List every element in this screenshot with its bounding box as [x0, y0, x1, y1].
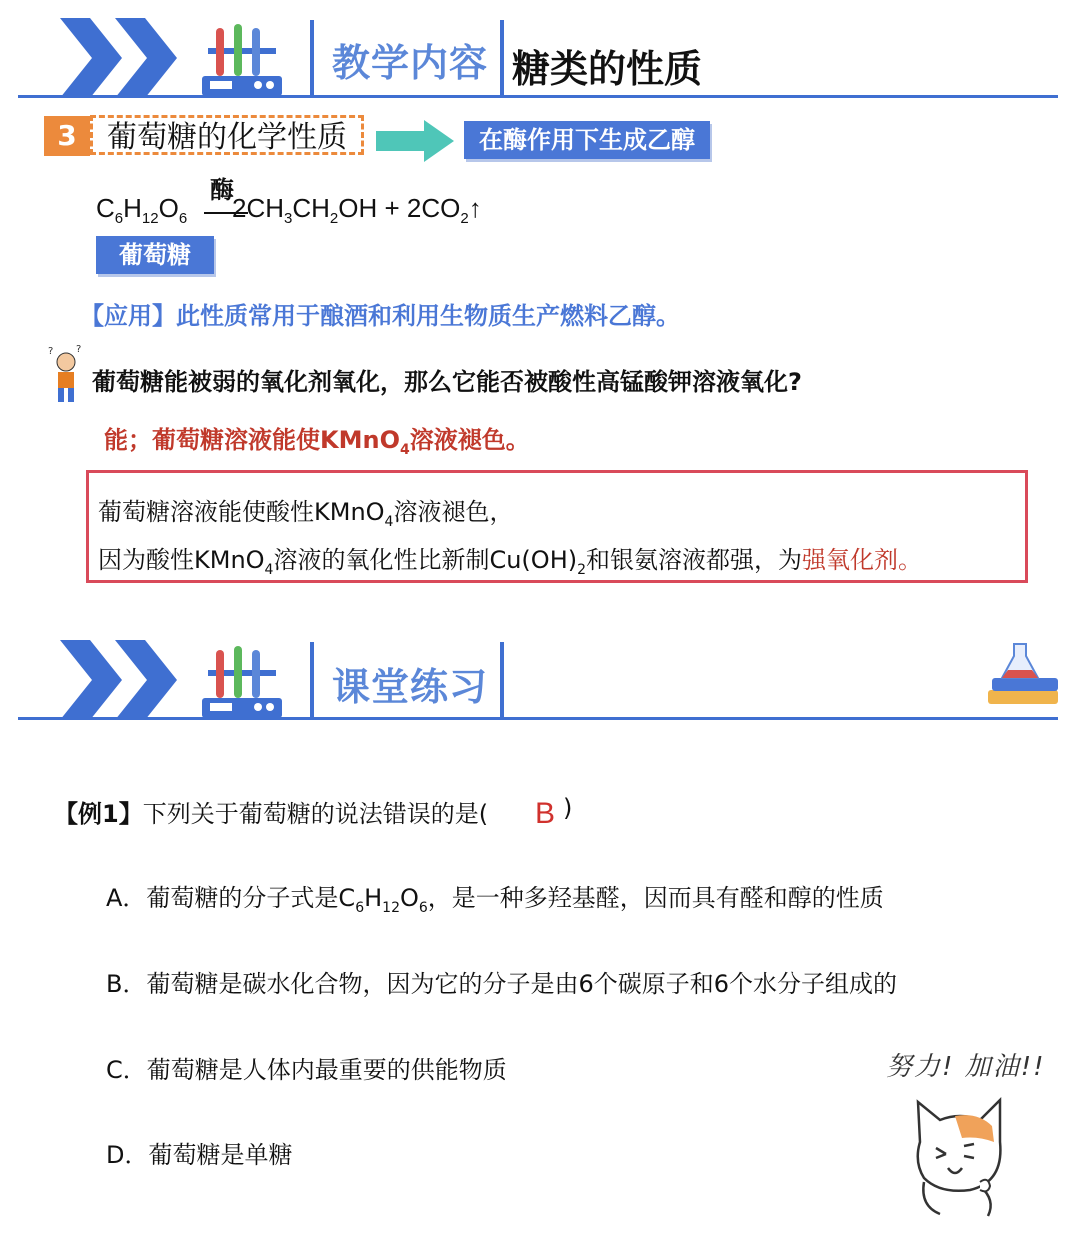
- equation-products: $2CH_3CH_2OH$ + $2CO_2↑$: [232, 193, 482, 227]
- header-divider: [310, 20, 314, 95]
- explanation-line-2: 因为酸性KMnO$_4$溶液的氧化性比新制$Cu(OH)_2$和银氨溶液都强，为强氧化剂。: [98, 546, 923, 578]
- section-number: 3: [44, 116, 90, 156]
- option-b: B．葡萄糖是碳水化合物，因为它的分子是由6个碳原子和6个水分子组成的: [106, 970, 898, 998]
- header-label: 教学内容: [332, 41, 489, 85]
- example-question: 【例1】下列关于葡萄糖的说法错误的是(: [54, 800, 489, 828]
- header-divider: [500, 20, 504, 95]
- application-note: 【应用】此性质常用于酿酒和利用生物质生产燃料乙醇。: [80, 302, 680, 330]
- equation-condition: 酶: [210, 176, 234, 204]
- header-divider: [310, 642, 314, 717]
- chevron-arrows-icon: [60, 640, 185, 720]
- header-label: 课堂练习: [332, 665, 489, 709]
- header-divider: [500, 642, 504, 717]
- equation-reactant: $C_6H_{12}O_6$: [96, 193, 188, 227]
- example-close-paren: ): [563, 794, 573, 822]
- encouragement-text: 努力! 加油!!: [886, 1052, 1046, 1082]
- reaction-tag: 在酶作用下生成乙醇: [464, 121, 710, 159]
- header-underline: [18, 95, 1058, 98]
- chevron-arrows-icon: [60, 18, 185, 98]
- example-answer: B: [535, 797, 556, 830]
- explanation-line-1: 葡萄糖溶液能使酸性KMnO$_4$溶液褪色，: [98, 498, 514, 530]
- answer-text: 能；葡萄糖溶液能使KMnO$_4$溶液褪色。: [104, 426, 530, 458]
- option-c: C．葡萄糖是人体内最重要的供能物质: [106, 1056, 507, 1084]
- svg-text:?: ?: [48, 346, 54, 357]
- svg-text:?: ?: [76, 344, 82, 355]
- right-arrow-icon: [376, 120, 454, 162]
- option-a: A．葡萄糖的分子式是$C_6H_{12}O_6$，是一种多羟基醛，因而具有醛和醇的性质: [106, 884, 884, 916]
- option-d: D．葡萄糖是单糖: [106, 1141, 293, 1169]
- header-underline: [18, 717, 1058, 720]
- reactant-label: 葡萄糖: [96, 236, 214, 274]
- section-title: 葡萄糖的化学性质: [90, 115, 364, 155]
- cat-illustration: [900, 1082, 1020, 1222]
- thinking-person-icon: [46, 344, 86, 404]
- lab-equipment-icon: [200, 640, 284, 720]
- books-flask-icon: [984, 638, 1064, 714]
- question-text: 葡萄糖能被弱的氧化剂氧化，那么它能否被酸性高锰酸钾溶液氧化?: [92, 368, 802, 396]
- page-title: 糖类的性质: [512, 47, 703, 91]
- lab-equipment-icon: [200, 18, 284, 98]
